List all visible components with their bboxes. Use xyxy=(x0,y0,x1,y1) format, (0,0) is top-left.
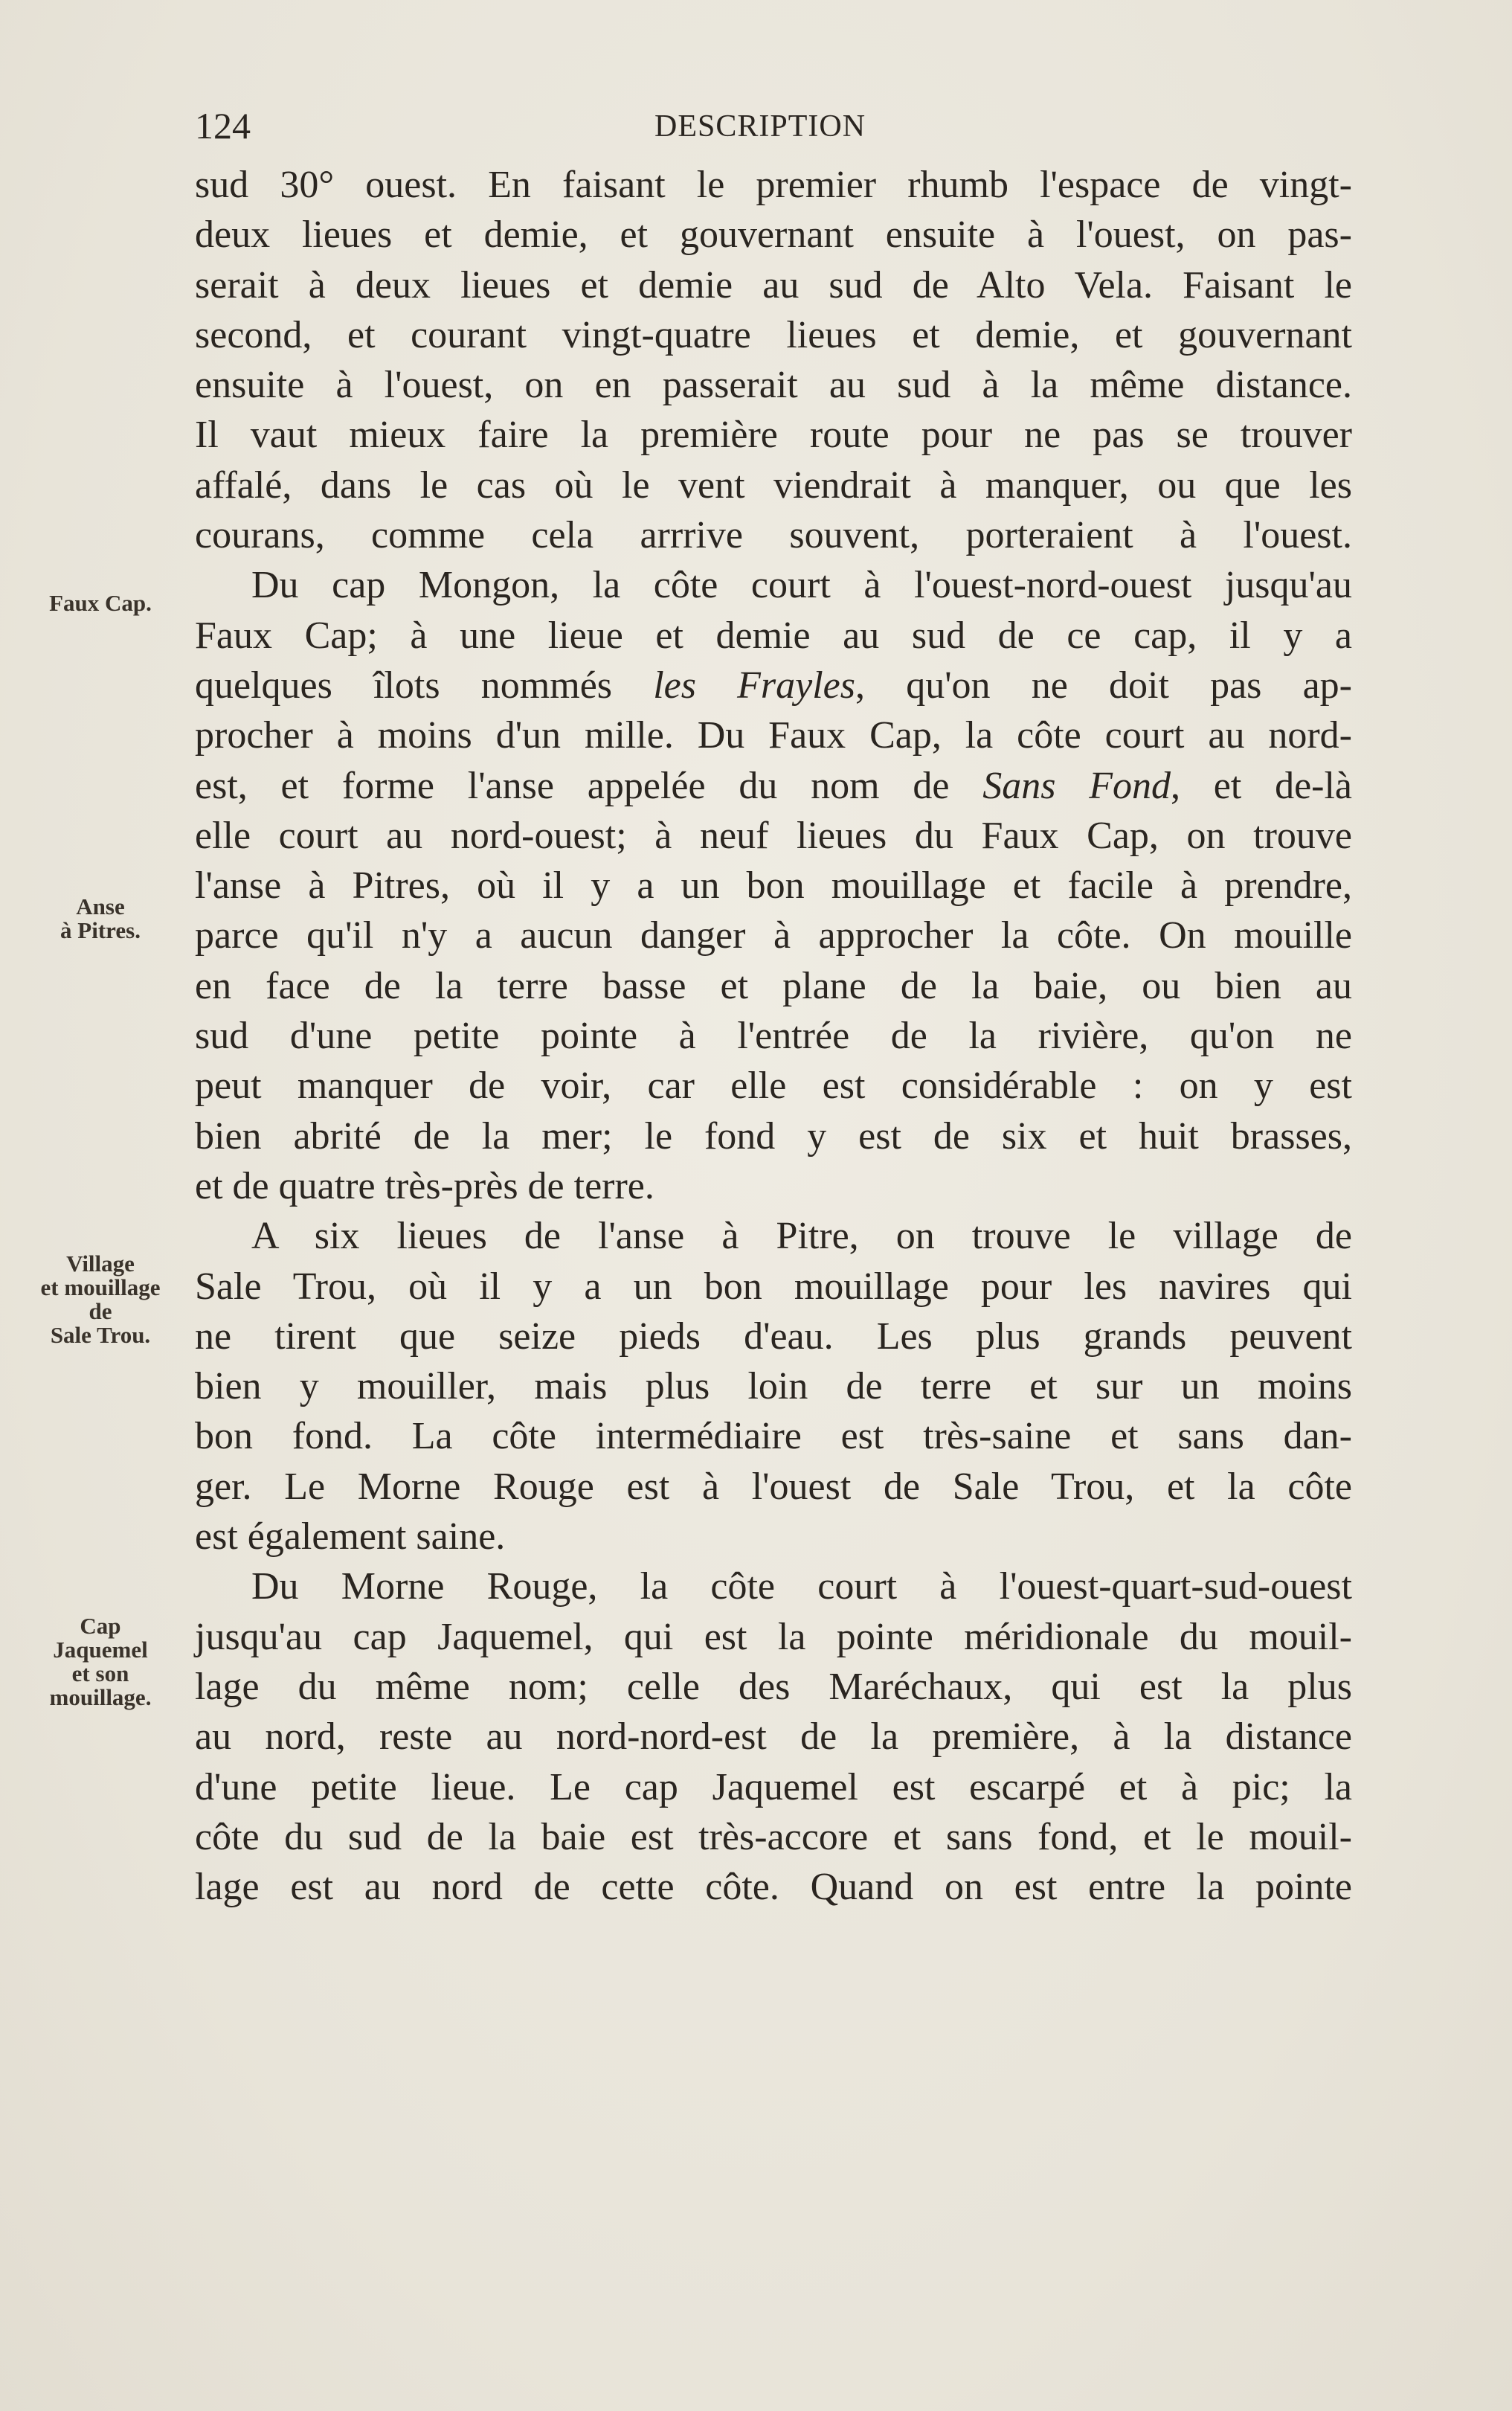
text-line xyxy=(195,1011,1352,1061)
margin-note-line: Jaquemel xyxy=(53,1637,148,1663)
text-line xyxy=(195,260,1352,310)
line-text: en face de la terre basse et plane de la baie, ou bien au xyxy=(195,964,1352,1007)
margin-note-line: à Pitres. xyxy=(60,917,141,943)
line-text: affalé, dans le cas où le vent viendrait à manquer, ou que les xyxy=(195,463,1352,507)
line-text: ger. Le Morne Rouge est à l'ouest de Sale Trou, et la côte xyxy=(195,1465,1352,1508)
line-text: elle court au nord-ouest; à neuf lieues du Faux Cap, on trouve xyxy=(195,814,1352,857)
line-text: Du Morne Rouge, la côte court à l'ouest-quart-sud-ouest xyxy=(251,1565,1352,1608)
text-line xyxy=(195,1411,1352,1461)
text-line xyxy=(195,861,1352,911)
line-text: sud 30° ouest. En faisant le premier rhumb l'espace de vingt- xyxy=(195,164,1352,206)
line-text: procher à moins d'un mille. Du Faux Cap, la côte court au nord- xyxy=(195,714,1352,757)
margin-note xyxy=(15,1614,186,1709)
text-line xyxy=(195,1111,1352,1161)
text-line xyxy=(195,460,1352,510)
line-text: Du cap Mongon, la côte court à l'ouest-nord-ouest jusqu'au xyxy=(251,564,1352,607)
line-text: quelques îlots nommés xyxy=(195,664,654,707)
line-text: second, et courant vingt-quatre lieues et demie, et gouvernant xyxy=(195,313,1352,356)
page-number: 124 xyxy=(195,105,251,147)
italic-name: les Frayles xyxy=(653,664,855,707)
text-line xyxy=(195,1512,1352,1561)
text-line xyxy=(195,911,1352,960)
text-line xyxy=(195,160,1352,210)
line-text: A six lieues de l'anse à Pitre, on trouve le village de xyxy=(251,1215,1352,1258)
line-text: au nord, reste au nord-nord-est de la première, à la distance xyxy=(195,1715,1352,1759)
line-text: peut manquer de voir, car elle est considérable : on y est xyxy=(195,1065,1352,1108)
margin-note xyxy=(15,591,186,615)
text-line xyxy=(195,360,1352,410)
margin-note-line: mouillage. xyxy=(49,1684,152,1710)
line-text: sud d'une petite pointe à l'entrée de la rivière, qu'on ne xyxy=(195,1015,1352,1058)
text-line xyxy=(195,1762,1352,1812)
text-line xyxy=(195,811,1352,861)
line-text: bien y mouiller, mais plus loin de terre et sur un moins xyxy=(195,1365,1352,1408)
text-line xyxy=(195,710,1352,760)
margin-note-line: et mouillage xyxy=(40,1274,161,1300)
line-text: et de quatre très-près de terre. xyxy=(195,1164,654,1207)
text-line xyxy=(195,1662,1352,1712)
text-line xyxy=(195,1361,1352,1411)
text-line xyxy=(195,410,1352,460)
line-text: bien abrité de la mer; le fond y est de six et huit brasses, xyxy=(195,1114,1352,1158)
margin-note-line: Sale Trou. xyxy=(50,1322,151,1348)
text-line xyxy=(195,1161,1352,1211)
line-text: côte du sud de la baie est très-accore et sans fond, et le mouil- xyxy=(195,1815,1352,1858)
text-line xyxy=(195,761,1352,811)
text-line xyxy=(195,661,1352,710)
text-line xyxy=(195,1612,1352,1662)
line-text: parce qu'il n'y a aucun danger à approcher la côte. On mouille xyxy=(195,914,1352,957)
line-text: est, et forme l'anse appelée du nom de xyxy=(195,764,983,807)
text-line xyxy=(195,210,1352,260)
line-text: ne tirent que seize pieds d'eau. Les plus grands peuvent xyxy=(195,1314,1352,1358)
text-line xyxy=(195,961,1352,1011)
line-text: , qu'on ne doit pas ap- xyxy=(855,664,1352,707)
line-text: serait à deux lieues et demie au sud de Alto Vela. Faisant le xyxy=(195,263,1352,306)
text-line xyxy=(195,310,1352,360)
body-text xyxy=(195,160,1352,1912)
line-text: , et de-là xyxy=(1170,764,1352,807)
margin-note xyxy=(15,895,186,943)
running-head: DESCRIPTION xyxy=(654,109,866,144)
line-text: courans, comme cela arrrive souvent, porteraient à l'ouest. xyxy=(195,514,1352,557)
text-line xyxy=(195,1462,1352,1512)
line-text: ensuite à l'ouest, on en passerait au sud à la même distance. xyxy=(195,364,1352,407)
margin-note-line: Anse xyxy=(76,893,125,919)
margin-note-line: Faux Cap. xyxy=(49,590,152,616)
line-text: jusqu'au cap Jaquemel, qui est la pointe méridionale du mouil- xyxy=(195,1615,1352,1658)
text-line xyxy=(195,1061,1352,1111)
margin-note-line: Cap xyxy=(80,1613,121,1639)
line-text: Sale Trou, où il y a un bon mouillage pour les navires qui xyxy=(195,1265,1352,1308)
text-line xyxy=(195,1211,1352,1261)
line-text: deux lieues et demie, et gouvernant ensuite à l'ouest, on pas- xyxy=(195,214,1352,257)
text-line xyxy=(195,1312,1352,1361)
text-line xyxy=(195,1561,1352,1611)
text-line xyxy=(195,611,1352,661)
line-text: Faux Cap; à une lieue et demie au sud de ce cap, il y a xyxy=(195,614,1352,657)
text-line xyxy=(195,1812,1352,1862)
text-line xyxy=(195,1862,1352,1912)
line-text: est également saine. xyxy=(195,1515,506,1558)
margin-note-line: Village xyxy=(66,1251,135,1277)
italic-name: Sans Fond xyxy=(982,764,1171,807)
margin-note-line: et son xyxy=(71,1660,129,1686)
margin-note-line: de xyxy=(89,1298,112,1324)
text-line xyxy=(195,1262,1352,1312)
line-text: bon fond. La côte intermédiaire est très-saine et sans dan- xyxy=(195,1415,1352,1458)
line-text: d'une petite lieue. Le cap Jaquemel est escarpé et à pic; la xyxy=(195,1765,1352,1808)
line-text: lage est au nord de cette côte. Quand on est entre la pointe xyxy=(195,1866,1352,1909)
line-text: Il vaut mieux faire la première route pour ne pas se trouver xyxy=(195,414,1352,457)
margin-note xyxy=(15,1252,186,1347)
text-line xyxy=(195,1712,1352,1762)
text-line xyxy=(195,510,1352,560)
text-line xyxy=(195,560,1352,610)
line-text: lage du même nom; celle des Maréchaux, qui est la plus xyxy=(195,1665,1352,1708)
line-text: l'anse à Pitres, où il y a un bon mouillage et facile à prendre, xyxy=(195,864,1352,908)
